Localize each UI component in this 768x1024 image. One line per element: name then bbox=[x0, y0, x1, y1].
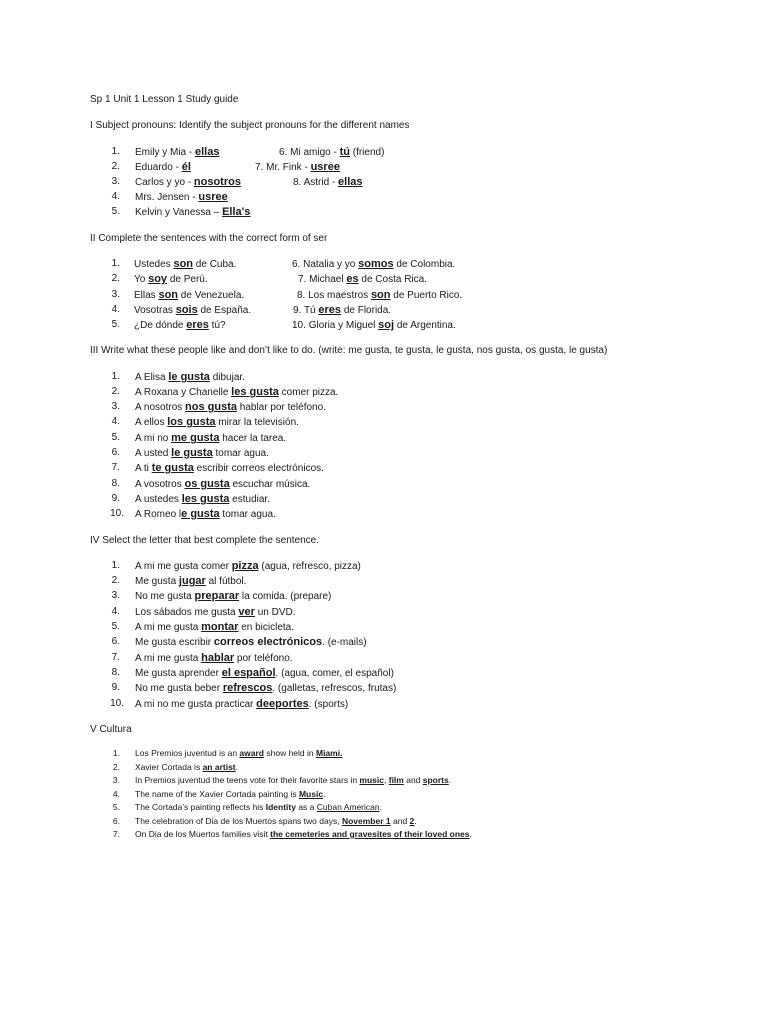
answer: Ella's bbox=[222, 206, 251, 218]
answer: el español bbox=[221, 667, 276, 679]
answer: ellas bbox=[195, 146, 220, 158]
answer: me gusta bbox=[171, 432, 220, 444]
answer: soj bbox=[378, 319, 395, 331]
answer: les gusta bbox=[231, 386, 279, 398]
section-3-heading: III Write what these people like and don’t like to do. (write: me gusta, te gusta, le gusta, nos gusta, os gusta, le gusta) bbox=[90, 345, 608, 356]
answer: son bbox=[173, 258, 194, 270]
answer: e gusta bbox=[181, 508, 220, 520]
answer: son bbox=[370, 289, 391, 301]
answer: eres bbox=[318, 304, 342, 316]
answer: usree bbox=[310, 161, 340, 173]
answer: montar bbox=[201, 621, 239, 633]
doc-title: Sp 1 Unit 1 Lesson 1 Study guide bbox=[90, 94, 239, 105]
answer: son bbox=[158, 289, 179, 301]
answer: ver bbox=[238, 606, 255, 618]
answer: jugar bbox=[178, 575, 206, 587]
answer: soy bbox=[148, 273, 168, 285]
answer: nos gusta bbox=[185, 401, 237, 413]
answer: usree bbox=[198, 191, 228, 203]
answer: es bbox=[346, 273, 359, 285]
answer: nosotros bbox=[193, 176, 241, 188]
answer: tú bbox=[339, 146, 350, 158]
answer: sois bbox=[175, 304, 198, 316]
answer: ellas bbox=[338, 176, 363, 188]
answer: correos electrónicos bbox=[213, 636, 323, 648]
answer: te gusta bbox=[151, 462, 194, 474]
answer: somos bbox=[358, 258, 394, 270]
answer: los gusta bbox=[167, 416, 216, 428]
answer: preparar bbox=[194, 590, 240, 602]
answer: eres bbox=[186, 319, 209, 331]
answer: le gusta bbox=[168, 371, 210, 383]
section-5-heading: V Cultura bbox=[90, 724, 132, 735]
section-2-heading: II Complete the sentences with the correct form of ser bbox=[90, 233, 328, 244]
answer: hablar bbox=[201, 652, 235, 664]
answer: le gusta bbox=[171, 447, 213, 459]
answer: pizza bbox=[231, 560, 259, 572]
section-1-heading: I Subject pronouns: Identify the subject pronouns for the different names bbox=[90, 120, 410, 131]
section-4-heading: IV Select the letter that best complete the sentence. bbox=[90, 535, 320, 546]
answer: os gusta bbox=[184, 478, 230, 490]
answer: refrescos bbox=[222, 682, 273, 694]
answer: él bbox=[181, 161, 191, 173]
answer: deeportes bbox=[256, 698, 309, 710]
answer: les gusta bbox=[181, 493, 230, 505]
